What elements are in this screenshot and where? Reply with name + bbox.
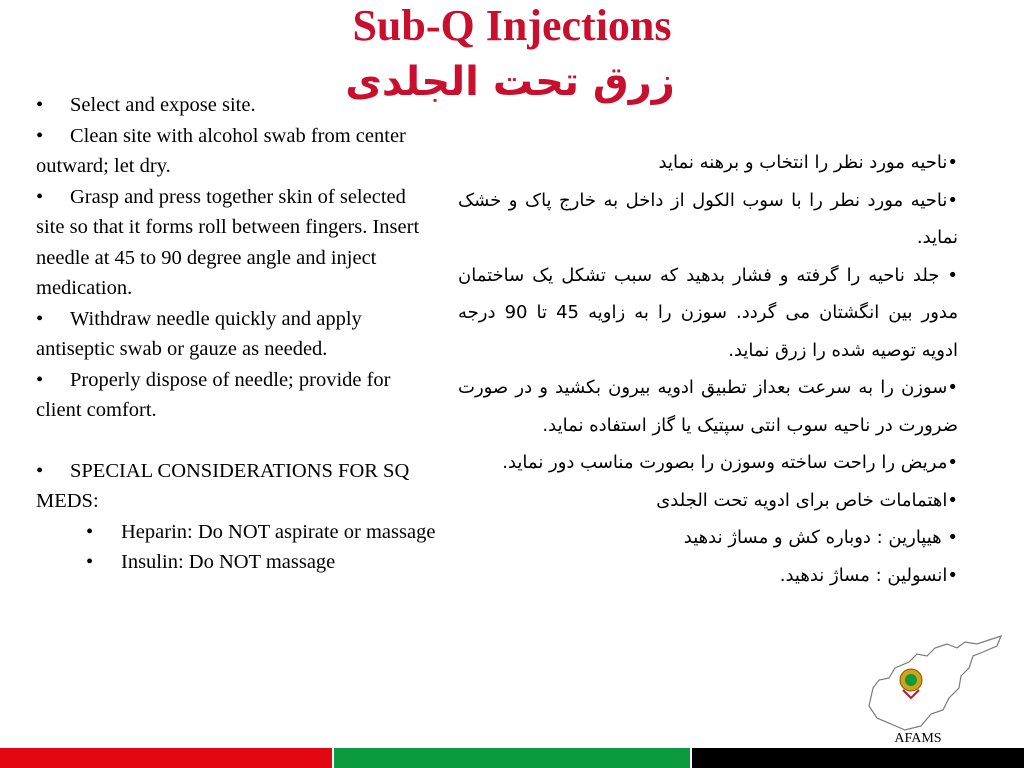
- persian-bullet-list: [458, 144, 958, 594]
- bullet-icon: •: [86, 520, 94, 543]
- english-bullet-text: Grasp and press together skin of selected site so that it forms roll between fingers. Insert needle at 45 to 90 degree angle and inject medication.: [36, 185, 420, 299]
- heparin-note: Heparin: Do NOT aspirate or massage: [121, 520, 436, 543]
- english-bullet-text: Properly dispose of needle; provide for client comfort.: [36, 368, 391, 421]
- flag-red-segment: [0, 748, 332, 768]
- bullet-icon: •: [36, 307, 44, 330]
- emblem-icon: [900, 669, 922, 698]
- afghanistan-map-logo: [865, 618, 1005, 738]
- english-sub-bullet: [36, 547, 438, 578]
- afams-label: AFAMS: [894, 731, 942, 746]
- persian-bullet: • هیپارین : دوباره کش و مساژ ندهید: [683, 527, 958, 548]
- english-bullet-text: Withdraw needle quickly and apply antiseptic swab or gauze as needed.: [36, 307, 362, 360]
- english-bullet: [36, 90, 438, 121]
- english-bullet-text: Select and expose site.: [70, 94, 256, 116]
- afghanistan-map-outline: [869, 636, 1001, 730]
- bullet-icon: •: [36, 124, 44, 147]
- persian-bullet: •سوزن را به سرعت بعداز تطبیق ادویه بیرون بکشید و در صورت ضرورت در ناحیه سوب انتی سپتیک یا گاز استفاده نماید.: [458, 377, 958, 436]
- english-bullet: [36, 365, 438, 426]
- spacer: [36, 426, 438, 456]
- english-bullet: [36, 121, 438, 182]
- slide-title: Sub-Q Injections: [352, 1, 672, 50]
- persian-bullet: •انسولین : مساژ ندهید.: [779, 564, 958, 586]
- bullet-icon: •: [36, 94, 44, 116]
- bullet-icon: •: [86, 551, 94, 573]
- persian-bullet: •مریض را راحت ساخته وسوزن را بصورت مناسب دور نماید.: [502, 452, 958, 473]
- flag-color-bar: [0, 748, 1024, 768]
- persian-bullet: • جلد ناحیه را گرفته و فشار بدهید که سبب تشکل یک ساختمان مدور بین انگشتان می گردد. سوزن را به زاویه 45 تا 90 درجه ادویه توصیه شده را زرق نماید.: [458, 264, 958, 361]
- english-bullet: [36, 304, 438, 365]
- flag-green-segment: [334, 748, 690, 768]
- bullet-icon: •: [36, 368, 44, 391]
- english-sub-bullet: [36, 517, 438, 548]
- persian-bullet: •اهتمامات خاص برای ادویه تحت الجلدی: [656, 489, 958, 511]
- persian-bullet: •ناحیه مورد نظر را انتخاب و برهنه نماید: [658, 152, 958, 173]
- special-considerations-text: SPECIAL CONSIDERATIONS FOR SQ MEDS:: [36, 459, 410, 512]
- insulin-note: Insulin: Do NOT massage: [121, 551, 336, 573]
- flag-black-segment: [692, 748, 1024, 768]
- slide-subtitle-persian: زرق تحت الجلدی: [345, 59, 675, 105]
- english-bullet-text: Clean site with alcohol swab from center outward; let dry.: [36, 124, 406, 177]
- bullet-icon: •: [36, 459, 44, 482]
- persian-bullet: •ناحیه مورد نطر را با سوب الکول از داخل به خارج پاک و خشک نماید.: [458, 189, 958, 248]
- english-bullet: [36, 182, 438, 304]
- english-bullet-list: [36, 90, 438, 578]
- special-considerations-heading: [36, 456, 438, 517]
- bullet-icon: •: [36, 185, 44, 208]
